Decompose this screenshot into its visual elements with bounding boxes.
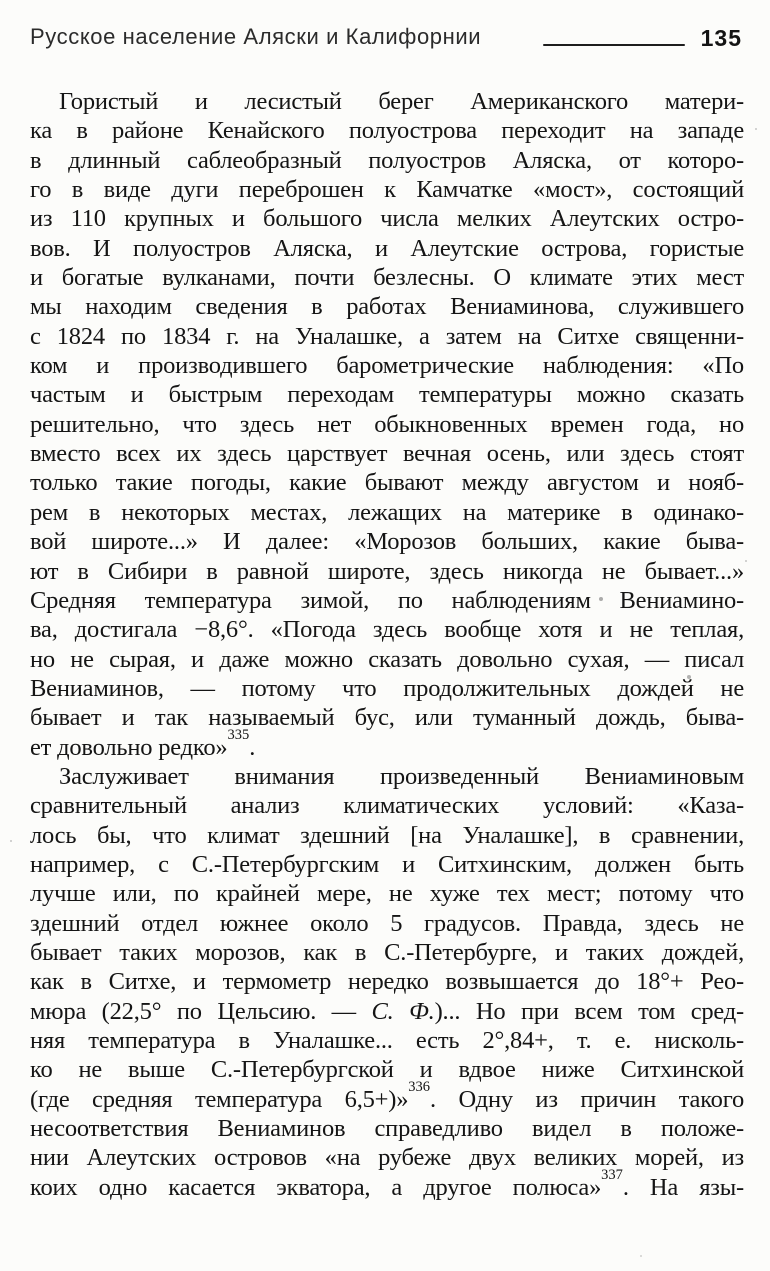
text-line	[30, 615, 744, 644]
text-line	[30, 850, 744, 879]
text-segment: Заслуживает внимания произведенный Вениаминовым	[59, 762, 744, 790]
text-segment: вов. И полуостров Аляска, и Алеутские острова, гористые	[30, 234, 744, 262]
text-segment: вместо всех их здесь царствует вечная осень, или здесь стоят	[30, 440, 744, 468]
text-line	[30, 557, 744, 586]
footnote-reference: 337	[601, 1167, 623, 1184]
running-header-title: Русское население Аляски и Калифорнии	[30, 24, 482, 49]
text-segment: .	[249, 733, 256, 761]
text-segment: Средняя температура зимой, по наблюдениям Вениамино-	[30, 586, 744, 614]
text-line	[30, 909, 744, 938]
header-rule	[543, 44, 685, 46]
text-segment: . Одну из причин такого	[430, 1085, 744, 1113]
text-line	[30, 821, 744, 850]
text-line	[30, 234, 744, 263]
text-segment: и богатые вулканами, почти безлесны. О климате этих мест	[30, 264, 744, 292]
paragraph	[30, 87, 744, 762]
text-line	[30, 727, 744, 762]
text-segment: из 110 крупных и большого числа мелких Алеутских остро-	[30, 205, 744, 233]
text-segment: С. Ф.	[371, 997, 435, 1025]
text-segment: лучше или, по крайней мере, не хуже тех мест; потому что	[30, 880, 744, 908]
text-segment: коих одно касается экватора, а другое полюса»	[30, 1173, 602, 1201]
text-line	[30, 1026, 744, 1055]
text-segment: как в Ситхе, и термометр нередко возвышается до 18°+ Рео-	[30, 968, 744, 996]
scan-noise-speckles	[0, 0, 2, 2]
text-line	[30, 351, 744, 380]
text-segment: сравнительный анализ климатических условий: «Каза-	[30, 792, 744, 820]
text-line	[30, 674, 744, 703]
text-line	[30, 791, 744, 820]
text-line	[30, 1055, 744, 1084]
text-line	[30, 703, 744, 732]
text-segment: бывает и так называемый бус, или туманный дождь, быва-	[30, 704, 744, 732]
text-line	[30, 410, 744, 439]
text-segment: ко не выше С.-Петербургской и вдвое ниже Ситхинской	[30, 1056, 744, 1084]
paragraph	[30, 762, 744, 1202]
text-line	[30, 645, 744, 674]
text-segment: частым и быстрым переходам температуры можно сказать	[30, 381, 744, 409]
text-segment: го в виде дуги переброшен к Камчатке «мост», состоящий	[30, 176, 744, 204]
text-segment: . На язы-	[622, 1173, 744, 1201]
running-header	[30, 24, 742, 50]
text-segment: ют в Сибири в равной широте, здесь никогда не бывает...»	[30, 557, 744, 585]
text-line	[30, 468, 744, 497]
text-segment: но не сырая, и даже можно сказать довольно сухая, — писал	[30, 645, 744, 673]
text-segment: Гористый и лесистый берег Американского матери-	[59, 88, 744, 115]
text-segment: (где средняя температура 6,5+)»	[30, 1085, 409, 1113]
text-segment: здешний отдел южнее около 5 градусов. Правда, здесь не	[30, 909, 744, 937]
text-line	[30, 116, 744, 145]
text-line	[30, 322, 744, 351]
text-segment: ком и производившего барометрические наблюдения: «По	[30, 352, 744, 380]
text-segment: мюра (22,5° по Цельсию. —	[30, 997, 372, 1025]
text-line	[30, 1167, 744, 1202]
text-line	[30, 175, 744, 204]
text-line	[30, 967, 744, 996]
text-line	[30, 586, 744, 615]
text-line	[30, 380, 744, 409]
text-segment: вой широте...» И далее: «Морозов больших, какие быва-	[30, 528, 744, 556]
text-segment: например, с С.-Петербургским и Ситхинским, должен быть	[30, 850, 744, 878]
footnote-reference: 335	[227, 727, 250, 744]
text-line	[30, 263, 744, 292]
text-line	[30, 1114, 744, 1143]
text-segment: бывает таких морозов, как в С.-Петербурге, и таких дождей,	[30, 938, 744, 966]
text-line	[30, 498, 744, 527]
text-segment: ет довольно редко»	[30, 733, 228, 761]
text-segment: с 1824 по 1834 г. на Уналашке, а затем на Ситхе священни-	[30, 322, 744, 350]
text-segment: )... Но при всем том сред-	[434, 997, 744, 1025]
text-segment: ка в районе Кенайского полуострова переходит на западе	[30, 117, 744, 145]
text-line	[30, 146, 744, 175]
text-line	[30, 292, 744, 321]
text-segment: Вениаминов, — потому что продолжительных дождей не	[30, 674, 744, 702]
text-line	[30, 762, 744, 791]
text-segment: решительно, что здесь нет обыкновенных времен года, но	[30, 410, 744, 438]
text-segment: в длинный саблеобразный полуостров Аляска, от которо-	[30, 146, 744, 174]
text-line	[30, 1143, 744, 1172]
text-line	[30, 527, 744, 556]
text-line	[30, 938, 744, 967]
text-segment: несоответствия Вениаминов справедливо видел в положе-	[30, 1115, 744, 1143]
text-line	[30, 879, 744, 908]
text-line	[30, 439, 744, 468]
text-line	[30, 997, 744, 1026]
text-segment: нии Алеутских островов «на рубеже двух великих морей, из	[30, 1144, 744, 1172]
text-segment: ва, достигала −8,6°. «Погода здесь вообще хотя и не теплая,	[30, 616, 744, 644]
footnote-reference: 336	[408, 1079, 431, 1096]
text-segment: мы находим сведения в работах Вениаминова, служившего	[30, 293, 744, 321]
text-segment: лось бы, что климат здешний [на Уналашке], в сравнении,	[30, 821, 744, 849]
text-segment: няя температура в Уналашке... есть 2°,84+, т. е. нисколь-	[30, 1027, 744, 1054]
page-number: 135	[700, 25, 742, 51]
text-line	[30, 1079, 744, 1114]
text-segment: рем в некоторых местах, лежащих на материке в одинако-	[30, 498, 744, 526]
text-line	[30, 204, 744, 233]
text-line	[30, 87, 744, 116]
text-segment: только такие погоды, какие бывают между августом и нояб-	[30, 469, 744, 497]
text-block	[30, 87, 744, 1202]
